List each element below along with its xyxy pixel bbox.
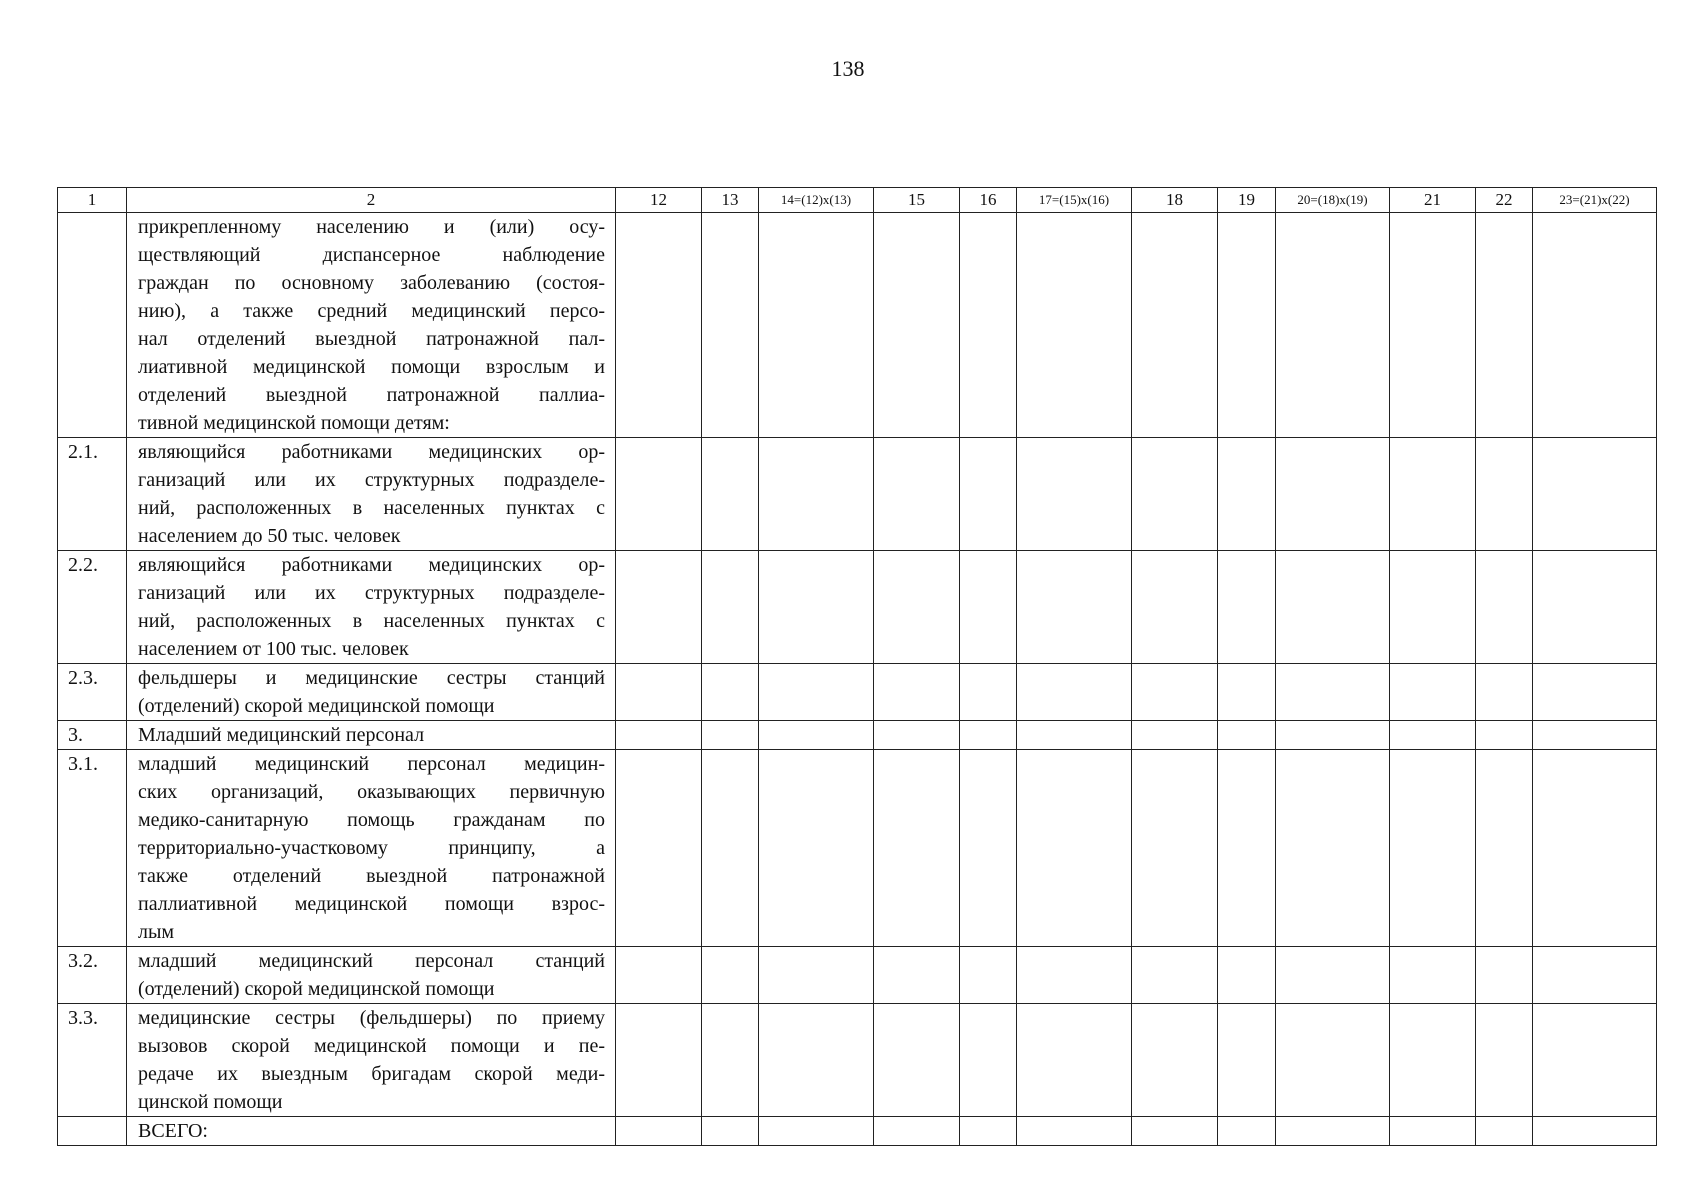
value-cell xyxy=(1533,438,1657,551)
header-cell: 14=(12)x(13) xyxy=(759,188,874,213)
description-line: ганизаций или их структурных подразделе- xyxy=(138,582,605,604)
description-line: нал отделений выездной патронажной пал- xyxy=(138,328,605,350)
value-cell xyxy=(1017,213,1132,438)
value-cell xyxy=(1476,947,1533,1004)
value-cell xyxy=(616,664,702,721)
description-line: являющийся работниками медицинских ор- xyxy=(138,441,605,463)
row-description-cell xyxy=(127,551,616,664)
row-description-cell xyxy=(127,721,616,750)
header-cell: 2 xyxy=(127,188,616,213)
table-body xyxy=(58,188,1657,1146)
value-cell xyxy=(759,664,874,721)
row-description-cell xyxy=(127,213,616,438)
value-cell xyxy=(1276,1117,1390,1146)
description-line: прикрепленному населению и (или) осу- xyxy=(138,216,605,238)
value-cell xyxy=(1390,438,1476,551)
report-table xyxy=(57,187,1657,1146)
value-cell xyxy=(1017,551,1132,664)
value-cell xyxy=(1276,947,1390,1004)
row-number-cell: 3.3. xyxy=(58,1004,127,1117)
description-line: тивной медицинской помощи детям: xyxy=(138,412,450,434)
value-cell xyxy=(1218,1117,1276,1146)
value-cell xyxy=(1276,750,1390,947)
header-cell: 1 xyxy=(58,188,127,213)
header-row xyxy=(58,188,1657,213)
description-line: младший медицинский персонал медицин- xyxy=(138,753,605,775)
value-cell xyxy=(960,750,1017,947)
value-cell xyxy=(1276,438,1390,551)
value-cell xyxy=(1017,1004,1132,1117)
row-description-cell xyxy=(127,1117,616,1146)
value-cell xyxy=(1533,213,1657,438)
value-cell xyxy=(1476,664,1533,721)
value-cell xyxy=(1218,664,1276,721)
value-cell xyxy=(759,1117,874,1146)
value-cell xyxy=(874,438,960,551)
value-cell xyxy=(759,750,874,947)
value-cell xyxy=(960,213,1017,438)
value-cell xyxy=(759,551,874,664)
header-cell: 23=(21)x(22) xyxy=(1533,188,1657,213)
value-cell xyxy=(1132,721,1218,750)
header-cell: 12 xyxy=(616,188,702,213)
value-cell xyxy=(1476,1117,1533,1146)
value-cell xyxy=(1017,750,1132,947)
description-line: (отделений) скорой медицинской помощи xyxy=(138,695,495,717)
description-line: также отделений выездной патронажной xyxy=(138,865,605,887)
value-cell xyxy=(1218,947,1276,1004)
value-cell xyxy=(960,1117,1017,1146)
header-cell: 16 xyxy=(960,188,1017,213)
description-line: ний, расположенных в населенных пунктах с xyxy=(138,610,605,632)
header-cell: 22 xyxy=(1476,188,1533,213)
header-cell: 21 xyxy=(1390,188,1476,213)
row-number-cell xyxy=(58,1117,127,1146)
header-cell: 18 xyxy=(1132,188,1218,213)
description-line: ВСЕГО: xyxy=(138,1120,208,1142)
row-number-cell: 2.3. xyxy=(58,664,127,721)
description-line: нию), а также средний медицинский персо- xyxy=(138,300,605,322)
value-cell xyxy=(1533,750,1657,947)
description-line: медико-санитарную помощь гражданам по xyxy=(138,809,605,831)
value-cell xyxy=(1390,664,1476,721)
value-cell xyxy=(874,750,960,947)
value-cell xyxy=(874,1004,960,1117)
description-line: территориально-участковому принципу, а xyxy=(138,837,605,859)
header-cell: 19 xyxy=(1218,188,1276,213)
description-line: Младший медицинский персонал xyxy=(138,724,425,746)
value-cell xyxy=(759,721,874,750)
value-cell xyxy=(1533,1117,1657,1146)
value-cell xyxy=(1476,1004,1533,1117)
value-cell xyxy=(1132,664,1218,721)
value-cell xyxy=(874,213,960,438)
value-cell xyxy=(759,438,874,551)
value-cell xyxy=(1533,551,1657,664)
value-cell xyxy=(702,947,759,1004)
description-line: отделений выездной патронажной паллиа- xyxy=(138,384,605,406)
row-number-cell: 3.1. xyxy=(58,750,127,947)
value-cell xyxy=(874,664,960,721)
table-row xyxy=(58,664,1657,721)
value-cell xyxy=(1132,1117,1218,1146)
value-cell xyxy=(1533,1004,1657,1117)
value-cell xyxy=(1276,721,1390,750)
description-line: цинской помощи xyxy=(138,1091,283,1113)
value-cell xyxy=(1017,1117,1132,1146)
value-cell xyxy=(1276,664,1390,721)
value-cell xyxy=(874,551,960,664)
value-cell xyxy=(702,551,759,664)
value-cell xyxy=(1132,551,1218,664)
value-cell xyxy=(616,551,702,664)
value-cell xyxy=(1017,721,1132,750)
description-line: вызовов скорой медицинской помощи и пе- xyxy=(138,1035,605,1057)
header-cell: 17=(15)x(16) xyxy=(1017,188,1132,213)
row-number-cell: 3. xyxy=(58,721,127,750)
value-cell xyxy=(1132,750,1218,947)
value-cell xyxy=(616,1117,702,1146)
value-cell xyxy=(1390,213,1476,438)
table-row xyxy=(58,213,1657,438)
description-line: населением от 100 тыс. человек xyxy=(138,638,409,660)
value-cell xyxy=(702,1117,759,1146)
value-cell xyxy=(616,438,702,551)
row-description-cell xyxy=(127,1004,616,1117)
value-cell xyxy=(616,213,702,438)
row-number-cell: 2.2. xyxy=(58,551,127,664)
table-row xyxy=(58,1117,1657,1146)
value-cell xyxy=(702,213,759,438)
value-cell xyxy=(1218,438,1276,551)
value-cell xyxy=(960,947,1017,1004)
value-cell xyxy=(1476,721,1533,750)
value-cell xyxy=(1017,664,1132,721)
description-line: паллиативной медицинской помощи взрос- xyxy=(138,893,605,915)
description-line: являющийся работниками медицинских ор- xyxy=(138,554,605,576)
value-cell xyxy=(1476,750,1533,947)
table-row xyxy=(58,438,1657,551)
value-cell xyxy=(960,664,1017,721)
value-cell xyxy=(616,750,702,947)
value-cell xyxy=(1390,1117,1476,1146)
value-cell xyxy=(1218,750,1276,947)
value-cell xyxy=(960,1004,1017,1117)
value-cell xyxy=(960,438,1017,551)
table-row xyxy=(58,947,1657,1004)
row-description-cell xyxy=(127,750,616,947)
header-cell: 13 xyxy=(702,188,759,213)
description-line: редаче их выездным бригадам скорой меди- xyxy=(138,1063,605,1085)
table-row xyxy=(58,1004,1657,1117)
value-cell xyxy=(874,947,960,1004)
value-cell xyxy=(702,1004,759,1117)
description-line: лым xyxy=(138,921,175,943)
value-cell xyxy=(960,721,1017,750)
value-cell xyxy=(874,721,960,750)
value-cell xyxy=(1390,551,1476,664)
value-cell xyxy=(1276,1004,1390,1117)
row-number-cell: 3.2. xyxy=(58,947,127,1004)
table-row xyxy=(58,551,1657,664)
value-cell xyxy=(1276,551,1390,664)
description-line: ний, расположенных в населенных пунктах с xyxy=(138,497,605,519)
description-line: (отделений) скорой медицинской помощи xyxy=(138,978,495,1000)
row-description-cell xyxy=(127,438,616,551)
header-cell: 20=(18)x(19) xyxy=(1276,188,1390,213)
value-cell xyxy=(759,213,874,438)
value-cell xyxy=(1132,438,1218,551)
value-cell xyxy=(759,947,874,1004)
header-cell: 15 xyxy=(874,188,960,213)
value-cell xyxy=(702,664,759,721)
value-cell xyxy=(960,551,1017,664)
value-cell xyxy=(616,1004,702,1117)
value-cell xyxy=(616,947,702,1004)
description-line: населением до 50 тыс. человек xyxy=(138,525,401,547)
value-cell xyxy=(1218,1004,1276,1117)
description-line: лиативной медицинской помощи взрослым и xyxy=(138,356,605,378)
value-cell xyxy=(1476,213,1533,438)
value-cell xyxy=(1132,1004,1218,1117)
value-cell xyxy=(1218,721,1276,750)
value-cell xyxy=(702,438,759,551)
value-cell xyxy=(874,1117,960,1146)
value-cell xyxy=(616,721,702,750)
row-number-cell xyxy=(58,213,127,438)
value-cell xyxy=(1476,438,1533,551)
value-cell xyxy=(1533,664,1657,721)
description-line: граждан по основному заболеванию (состоя- xyxy=(138,272,605,294)
value-cell xyxy=(1390,1004,1476,1117)
value-cell xyxy=(1533,947,1657,1004)
table-row xyxy=(58,721,1657,750)
value-cell xyxy=(702,750,759,947)
row-number-cell: 2.1. xyxy=(58,438,127,551)
description-line: фельдшеры и медицинские сестры станций xyxy=(138,667,605,689)
description-line: ских организаций, оказывающих первичную xyxy=(138,781,605,803)
value-cell xyxy=(1390,947,1476,1004)
description-line: младший медицинский персонал станций xyxy=(138,950,605,972)
value-cell xyxy=(1132,947,1218,1004)
value-cell xyxy=(1390,721,1476,750)
value-cell xyxy=(759,1004,874,1117)
table-row xyxy=(58,750,1657,947)
value-cell xyxy=(1017,947,1132,1004)
value-cell xyxy=(1390,750,1476,947)
description-line: ществляющий диспансерное наблюдение xyxy=(138,244,605,266)
description-line: ганизаций или их структурных подразделе- xyxy=(138,469,605,491)
row-description-cell xyxy=(127,664,616,721)
page-number: 138 xyxy=(831,56,865,81)
value-cell xyxy=(702,721,759,750)
value-cell xyxy=(1218,551,1276,664)
value-cell xyxy=(1132,213,1218,438)
value-cell xyxy=(1476,551,1533,664)
value-cell xyxy=(1218,213,1276,438)
value-cell xyxy=(1276,213,1390,438)
row-description-cell xyxy=(127,947,616,1004)
description-line: медицинские сестры (фельдшеры) по приему xyxy=(138,1007,605,1029)
value-cell xyxy=(1533,721,1657,750)
value-cell xyxy=(1017,438,1132,551)
